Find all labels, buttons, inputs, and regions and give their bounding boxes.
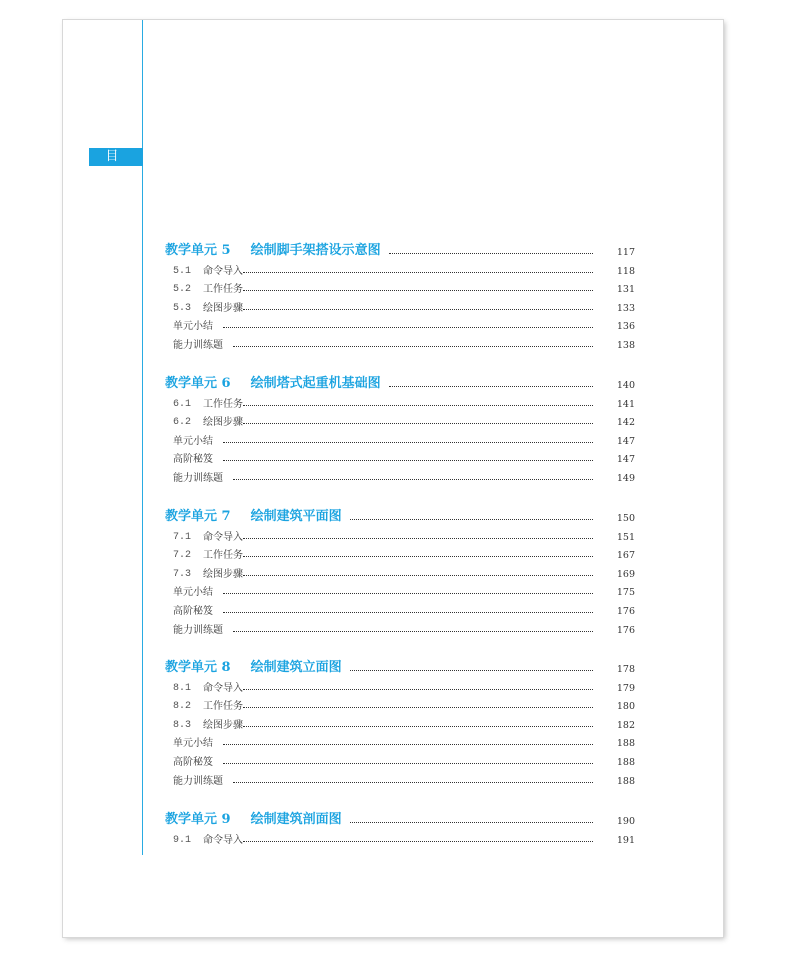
leader-dots bbox=[350, 519, 593, 520]
entry-label: 工作任务 bbox=[203, 701, 243, 713]
leader-dots bbox=[243, 423, 593, 424]
page-number: 133 bbox=[616, 302, 635, 314]
toc-entry[interactable] bbox=[165, 598, 635, 617]
unit-number: 教学单元 6 bbox=[165, 376, 231, 391]
toc-entry[interactable] bbox=[165, 749, 635, 768]
leader-dots bbox=[223, 442, 593, 443]
entry-number: 5.1 bbox=[173, 265, 192, 277]
entry-number: 8.2 bbox=[173, 701, 192, 713]
leader-dots bbox=[233, 782, 593, 783]
toc-section bbox=[165, 807, 635, 846]
page-number: 142 bbox=[616, 417, 635, 429]
entry-label: 绘图步骤 bbox=[203, 568, 243, 580]
toc-unit-heading[interactable] bbox=[165, 238, 635, 258]
leader-dots bbox=[243, 726, 593, 727]
entry-label: 单元小结 bbox=[173, 587, 213, 599]
unit-title: 绘制脚手架搭设示意图 bbox=[250, 243, 381, 258]
entry-number: 5.3 bbox=[173, 302, 192, 314]
leader-dots bbox=[243, 689, 593, 690]
entry-label: 绘图步骤 bbox=[203, 417, 243, 429]
toc-unit-heading[interactable] bbox=[165, 504, 635, 524]
page-number: 175 bbox=[616, 587, 635, 599]
leader-dots bbox=[243, 841, 593, 842]
toc-entry[interactable] bbox=[165, 314, 635, 333]
page-number: 176 bbox=[616, 624, 635, 636]
entry-label: 能力训练题 bbox=[173, 624, 223, 636]
page-number: 117 bbox=[616, 247, 635, 258]
page-number: 180 bbox=[616, 701, 635, 713]
toc-entry[interactable] bbox=[165, 391, 635, 410]
toc-unit-heading[interactable] bbox=[165, 371, 635, 391]
toc-unit-heading[interactable] bbox=[165, 655, 635, 675]
page-number: 188 bbox=[616, 738, 635, 750]
unit-number: 教学单元 8 bbox=[165, 660, 231, 675]
leader-dots bbox=[243, 309, 593, 310]
page-number: 169 bbox=[616, 568, 635, 580]
page-number: 150 bbox=[616, 513, 635, 524]
unit-number: 教学单元 5 bbox=[165, 243, 231, 258]
toc-entry[interactable] bbox=[165, 827, 635, 846]
entry-number: 5.2 bbox=[173, 284, 192, 296]
page-number: 188 bbox=[616, 775, 635, 787]
entry-label: 单元小结 bbox=[173, 321, 213, 333]
leader-dots bbox=[223, 612, 593, 613]
unit-number: 教学单元 9 bbox=[165, 812, 231, 827]
page-number: 191 bbox=[616, 834, 635, 846]
entry-label: 能力训练题 bbox=[173, 775, 223, 787]
entry-label: 命令导入 bbox=[203, 682, 243, 694]
page-number: 188 bbox=[616, 756, 635, 768]
page-number: 179 bbox=[616, 682, 635, 694]
leader-dots bbox=[233, 479, 593, 480]
toc-entry[interactable] bbox=[165, 465, 635, 484]
entry-number: 8.1 bbox=[173, 682, 192, 694]
entry-label: 高阶秘笈 bbox=[173, 605, 213, 617]
leader-dots bbox=[223, 763, 593, 764]
entry-number: 7.2 bbox=[173, 550, 192, 562]
toc-entry[interactable] bbox=[165, 428, 635, 447]
page-number: 190 bbox=[616, 816, 635, 827]
entry-label: 单元小结 bbox=[173, 435, 213, 447]
entry-label: 绘图步骤 bbox=[203, 302, 243, 314]
entry-label: 能力训练题 bbox=[173, 472, 223, 484]
toc-entry[interactable] bbox=[165, 617, 635, 636]
leader-dots bbox=[350, 670, 593, 671]
entry-label: 工作任务 bbox=[203, 550, 243, 562]
toc-entry[interactable] bbox=[165, 332, 635, 351]
page-number: 149 bbox=[616, 472, 635, 484]
entry-label: 工作任务 bbox=[203, 398, 243, 410]
entry-number: 7.3 bbox=[173, 568, 192, 580]
toc-entry[interactable] bbox=[165, 580, 635, 599]
page-number: 131 bbox=[616, 284, 635, 296]
toc-entry[interactable] bbox=[165, 524, 635, 543]
unit-number: 教学单元 7 bbox=[165, 509, 231, 524]
margin-rule bbox=[142, 20, 143, 855]
entry-number: 6.2 bbox=[173, 417, 192, 429]
toc-entry[interactable] bbox=[165, 712, 635, 731]
toc-section bbox=[165, 655, 635, 787]
entry-label: 高阶秘笈 bbox=[173, 756, 213, 768]
leader-dots bbox=[243, 405, 593, 406]
toc-section bbox=[165, 371, 635, 484]
toc-entry[interactable] bbox=[165, 675, 635, 694]
entry-label: 高阶秘笈 bbox=[173, 454, 213, 466]
page-number: 140 bbox=[616, 380, 635, 391]
entry-number: 7.1 bbox=[173, 531, 192, 543]
leader-dots bbox=[243, 290, 593, 291]
leader-dots bbox=[389, 253, 593, 254]
page-number: 118 bbox=[616, 265, 635, 277]
unit-title: 绘制建筑立面图 bbox=[250, 660, 342, 675]
page-number: 138 bbox=[616, 339, 635, 351]
leader-dots bbox=[389, 386, 593, 387]
page-number: 151 bbox=[616, 531, 635, 543]
toc-label: 目 录 bbox=[89, 148, 143, 166]
leader-dots bbox=[223, 593, 593, 594]
leader-dots bbox=[243, 556, 593, 557]
leader-dots bbox=[243, 575, 593, 576]
unit-title: 绘制建筑剖面图 bbox=[250, 812, 342, 827]
toc-section bbox=[165, 504, 635, 636]
page-number: 147 bbox=[616, 454, 635, 466]
leader-dots bbox=[243, 272, 593, 273]
page-number: 178 bbox=[616, 664, 635, 675]
toc-section bbox=[165, 238, 635, 351]
toc-entry[interactable] bbox=[165, 561, 635, 580]
toc-entry[interactable] bbox=[165, 768, 635, 787]
entry-label: 工作任务 bbox=[203, 284, 243, 296]
entry-number: 6.1 bbox=[173, 398, 192, 410]
page-number: 176 bbox=[616, 605, 635, 617]
leader-dots bbox=[233, 631, 593, 632]
unit-title: 绘制建筑平面图 bbox=[250, 509, 342, 524]
entry-label: 命令导入 bbox=[203, 531, 243, 543]
entry-number: 9.1 bbox=[173, 834, 192, 846]
page-number: 182 bbox=[616, 719, 635, 731]
leader-dots bbox=[223, 460, 593, 461]
page-number: 167 bbox=[616, 550, 635, 562]
page-number: 147 bbox=[616, 435, 635, 447]
entry-number: 8.3 bbox=[173, 719, 192, 731]
toc-entry[interactable] bbox=[165, 731, 635, 750]
entry-label: 命令导入 bbox=[203, 265, 243, 277]
toc-unit-heading[interactable] bbox=[165, 807, 635, 827]
toc-entry[interactable] bbox=[165, 447, 635, 466]
toc-entry[interactable] bbox=[165, 543, 635, 562]
entry-label: 绘图步骤 bbox=[203, 719, 243, 731]
leader-dots bbox=[350, 822, 593, 823]
toc-entry[interactable] bbox=[165, 277, 635, 296]
toc-entry[interactable] bbox=[165, 258, 635, 277]
leader-dots bbox=[233, 346, 593, 347]
toc-entry[interactable] bbox=[165, 295, 635, 314]
toc-entry[interactable] bbox=[165, 410, 635, 429]
entry-label: 命令导入 bbox=[203, 834, 243, 846]
leader-dots bbox=[223, 744, 593, 745]
entry-label: 单元小结 bbox=[173, 738, 213, 750]
entry-label: 能力训练题 bbox=[173, 339, 223, 351]
toc-entry[interactable] bbox=[165, 694, 635, 713]
leader-dots bbox=[243, 538, 593, 539]
page-number: 136 bbox=[616, 321, 635, 333]
page-number: 141 bbox=[616, 398, 635, 410]
leader-dots bbox=[223, 327, 593, 328]
unit-title: 绘制塔式起重机基础图 bbox=[250, 376, 381, 391]
leader-dots bbox=[243, 707, 593, 708]
